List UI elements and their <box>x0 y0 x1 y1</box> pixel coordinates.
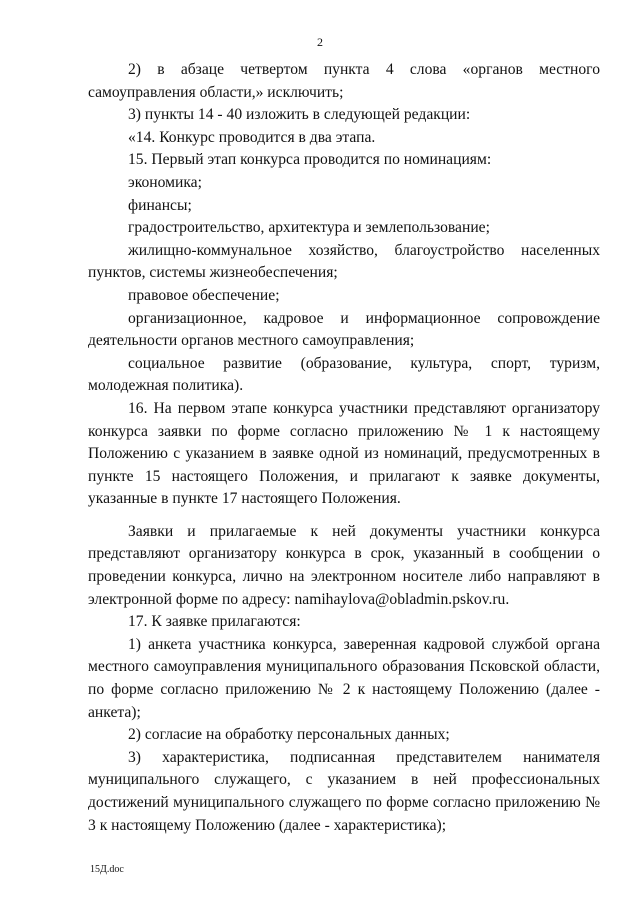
list-item: градостроительство, архитектура и землепользование; <box>128 219 490 237</box>
paragraph: 3) пункты 14 - 40 изложить в следующей редакции: <box>128 106 471 124</box>
paragraph: 3) характеристика, подписанная представителем нанимателя муниципального служащего, с указанием в ней профессиональных достижений муниципального служащего по форме согласно приложению № 3 к настоящему Положению (далее - характеристика); <box>88 748 600 834</box>
paragraph: 1) анкета участника конкурса, заверенная кадровой службой органа местного самоуправления муниципального образования Псковской области, по форме согласно приложению № 2 к настоящему Положению (далее - анкета); <box>88 635 600 721</box>
document-body <box>88 59 600 837</box>
paragraph: 16. На первом этапе конкурса участники представляют организатору конкурса заявки по форме согласно приложению № 1 к настоящему Положению с указанием в заявке одной из номинаций, предусмотренных в пункте 15 настоящего Положения, и прилагают к заявке документы, указанные в пункте 17 настоящего Положения. <box>88 399 600 508</box>
list-item: финансы; <box>128 196 192 214</box>
list-item: правовое обеспечение; <box>128 286 280 304</box>
list-item: организационное, кадровое и информационное сопровождение деятельности органов местного самоуправления; <box>88 309 600 350</box>
list-item: жилищно-коммунальное хозяйство, благоустройство населенных пунктов, системы жизнеобеспечения; <box>88 241 600 282</box>
footer-filename: 15Д.doc <box>90 864 124 875</box>
paragraph: 15. Первый этап конкурса проводится по номинациям: <box>128 151 492 169</box>
page-number: 2 <box>317 35 323 49</box>
paragraph: 2) согласие на обработку персональных данных; <box>128 726 450 744</box>
paragraph: 2) в абзаце четвертом пункта 4 слова «органов местного самоуправления области,» исключить; <box>88 61 600 101</box>
list-item: социальное развитие (образование, культура, спорт, туризм, молодежная политика). <box>88 354 600 395</box>
paragraph: 17. К заявке прилагаются: <box>128 613 301 631</box>
paragraph: Заявки и прилагаемые к ней документы участники конкурса представляют организатору конкурса в срок, указанный в сообщении о проведении конкурса, лично на электронном носителе либо направляют в электронной форме по адресу: namihaylova@obladmin.pskov.ru. <box>88 522 600 608</box>
list-item: экономика; <box>128 173 202 191</box>
paragraph: «14. Конкурс проводится в два этапа. <box>128 128 376 146</box>
